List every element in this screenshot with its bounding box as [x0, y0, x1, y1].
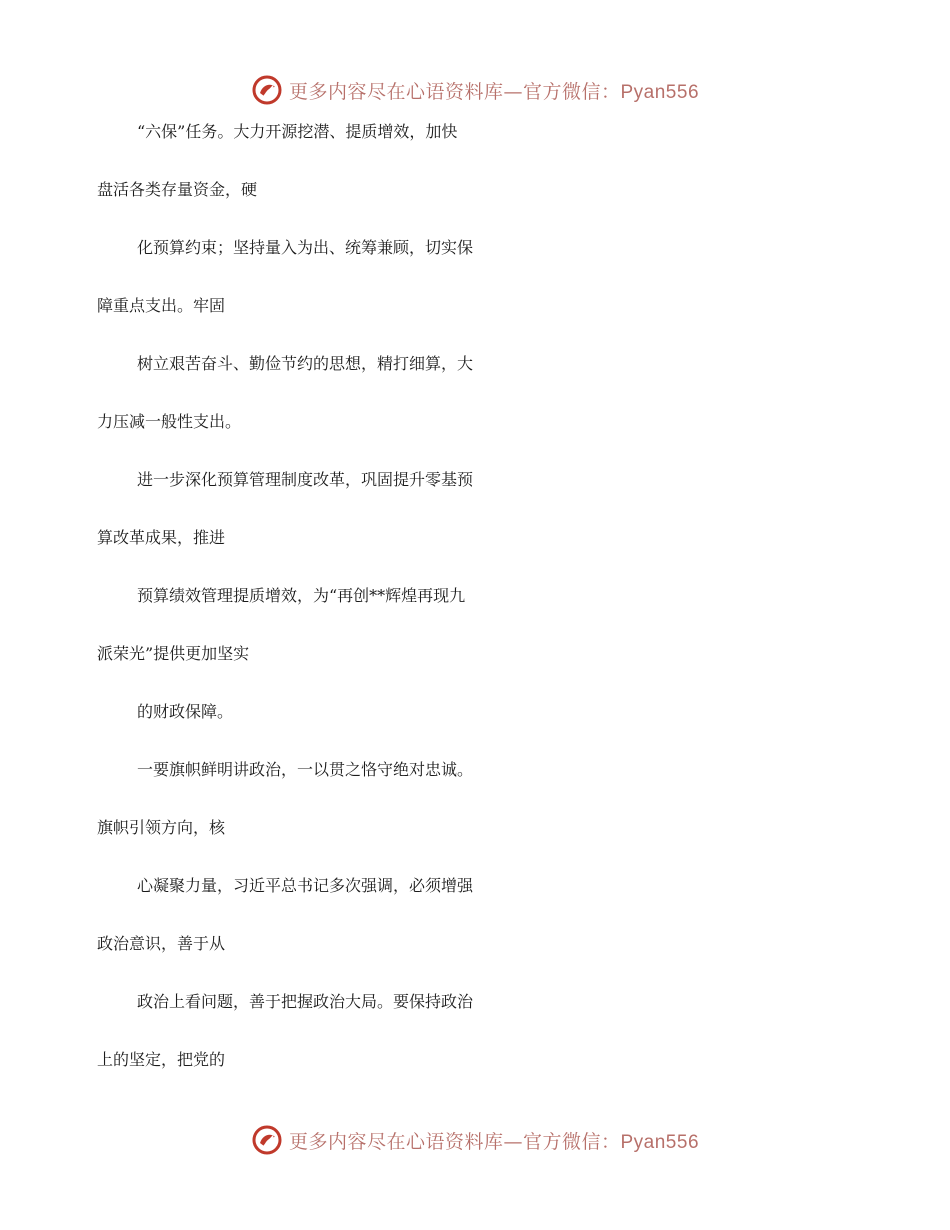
logo-icon: [251, 1124, 283, 1156]
watermark-text: 更多内容尽在心语资料库—官方微信：Pyan556: [288, 1130, 700, 1153]
watermark-wechat-id: Pyan556: [620, 1131, 700, 1153]
text-line: 的财政保障。: [137, 702, 234, 721]
text-line: 预算绩效管理提质增效，为“再创**辉煌再现九: [137, 586, 466, 605]
text-line: 派荣光”提供更加坚实: [97, 644, 250, 663]
text-line: 障重点支出。牢固: [97, 296, 226, 315]
text-line: 政治上看问题，善于把握政治大局。要保持政治: [137, 992, 474, 1011]
text-line: 政治意识，善于从: [97, 934, 226, 953]
text-line: 进一步深化预算管理制度改革，巩固提升零基预: [137, 470, 474, 489]
text-line: 心凝聚力量，习近平总书记多次强调，必须增强: [137, 876, 474, 895]
watermark-wechat-id: Pyan556: [620, 81, 700, 103]
text-line: “六保”任务。大力开源挖潜、提质增效，加快: [137, 122, 458, 141]
text-line: 上的坚定，把党的: [97, 1050, 226, 1069]
text-line: 化预算约束；坚持量入为出、统筹兼顾，切实保: [137, 238, 474, 257]
text-line: 盘活各类存量资金，硬: [97, 180, 258, 199]
text-line: 旗帜引领方向，核: [97, 818, 226, 837]
watermark-header: [0, 70, 950, 110]
text-line: 力压减一般性支出。: [97, 412, 242, 431]
text-line: 一要旗帜鲜明讲政治，一以贯之恪守绝对忠诚。: [137, 760, 474, 779]
logo-icon: [251, 74, 283, 106]
watermark-footer: [0, 1120, 950, 1160]
text-line: 树立艰苦奋斗、勤俭节约的思想，精打细算，大: [137, 354, 474, 373]
document-body: [97, 119, 857, 1105]
text-line: 算改革成果，推进: [97, 528, 226, 547]
watermark-text: 更多内容尽在心语资料库—官方微信：Pyan556: [288, 80, 700, 103]
